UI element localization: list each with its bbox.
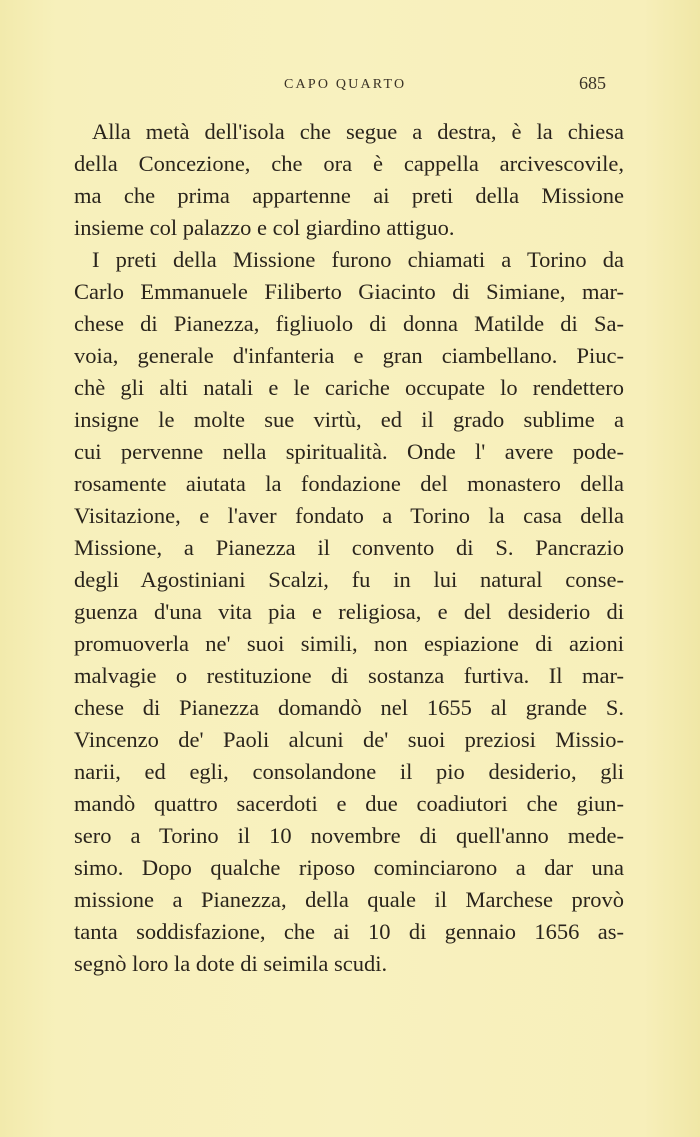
text-line: Vincenzo de' Paoli alcuni de' suoi preziosi Missio- [74, 727, 624, 752]
text-line: sero a Torino il 10 novembre di quell'anno mede- [74, 823, 624, 848]
body-text [74, 116, 624, 980]
text-line: malvagie o restituzione di sostanza furtiva. Il mar- [74, 663, 624, 688]
text-line: narii, ed egli, consolandone il pio desiderio, gli [74, 759, 624, 784]
text-line: simo. Dopo qualche riposo cominciarono a dar una [74, 855, 624, 880]
page-number: 685 [579, 73, 606, 93]
text-line: promuoverla ne' suoi simili, non espiazione di azioni [74, 631, 624, 656]
text-line: Visitazione, e l'aver fondato a Torino la casa della [74, 503, 624, 528]
text-line: segnò loro la dote di seimila scudi. [74, 951, 388, 976]
page-header [0, 73, 700, 99]
text-line: tanta soddisfazione, che ai 10 di gennaio 1656 as- [74, 919, 624, 944]
text-line: chè gli alti natali e le cariche occupate lo rendettero [74, 375, 624, 400]
text-line: ma che prima appartenne ai preti della Missione [74, 183, 624, 208]
text-line: voia, generale d'infanteria e gran ciambellano. Piuc- [74, 343, 624, 368]
text-line: della Concezione, che ora è cappella arcivescovile, [74, 151, 624, 176]
text-line: mandò quattro sacerdoti e due coadiutori che giun- [74, 791, 624, 816]
text-line: missione a Pianezza, della quale il Marchese provò [74, 887, 624, 912]
running-title: CAPO QUARTO [284, 77, 407, 92]
text-line: Alla metà dell'isola che segue a destra, è la chiesa [92, 119, 624, 144]
text-line: guenza d'una vita pia e religiosa, e del desiderio di [74, 599, 624, 624]
text-line: Missione, a Pianezza il convento di S. Pancrazio [74, 535, 624, 560]
text-line: insieme col palazzo e col giardino attiguo. [74, 215, 455, 240]
text-line: I preti della Missione furono chiamati a Torino da [92, 247, 624, 272]
text-line: Carlo Emmanuele Filiberto Giacinto di Simiane, mar- [74, 279, 624, 304]
text-line: degli Agostiniani Scalzi, fu in lui natural conse- [74, 567, 624, 592]
text-line: insigne le molte sue virtù, ed il grado sublime a [74, 407, 624, 432]
text-line: rosamente aiutata la fondazione del monastero della [74, 471, 624, 496]
text-line: chese di Pianezza, figliuolo di donna Matilde di Sa- [74, 311, 624, 336]
text-line: cui pervenne nella spiritualità. Onde l' avere pode- [74, 439, 624, 464]
text-line: chese di Pianezza domandò nel 1655 al grande S. [74, 695, 624, 720]
